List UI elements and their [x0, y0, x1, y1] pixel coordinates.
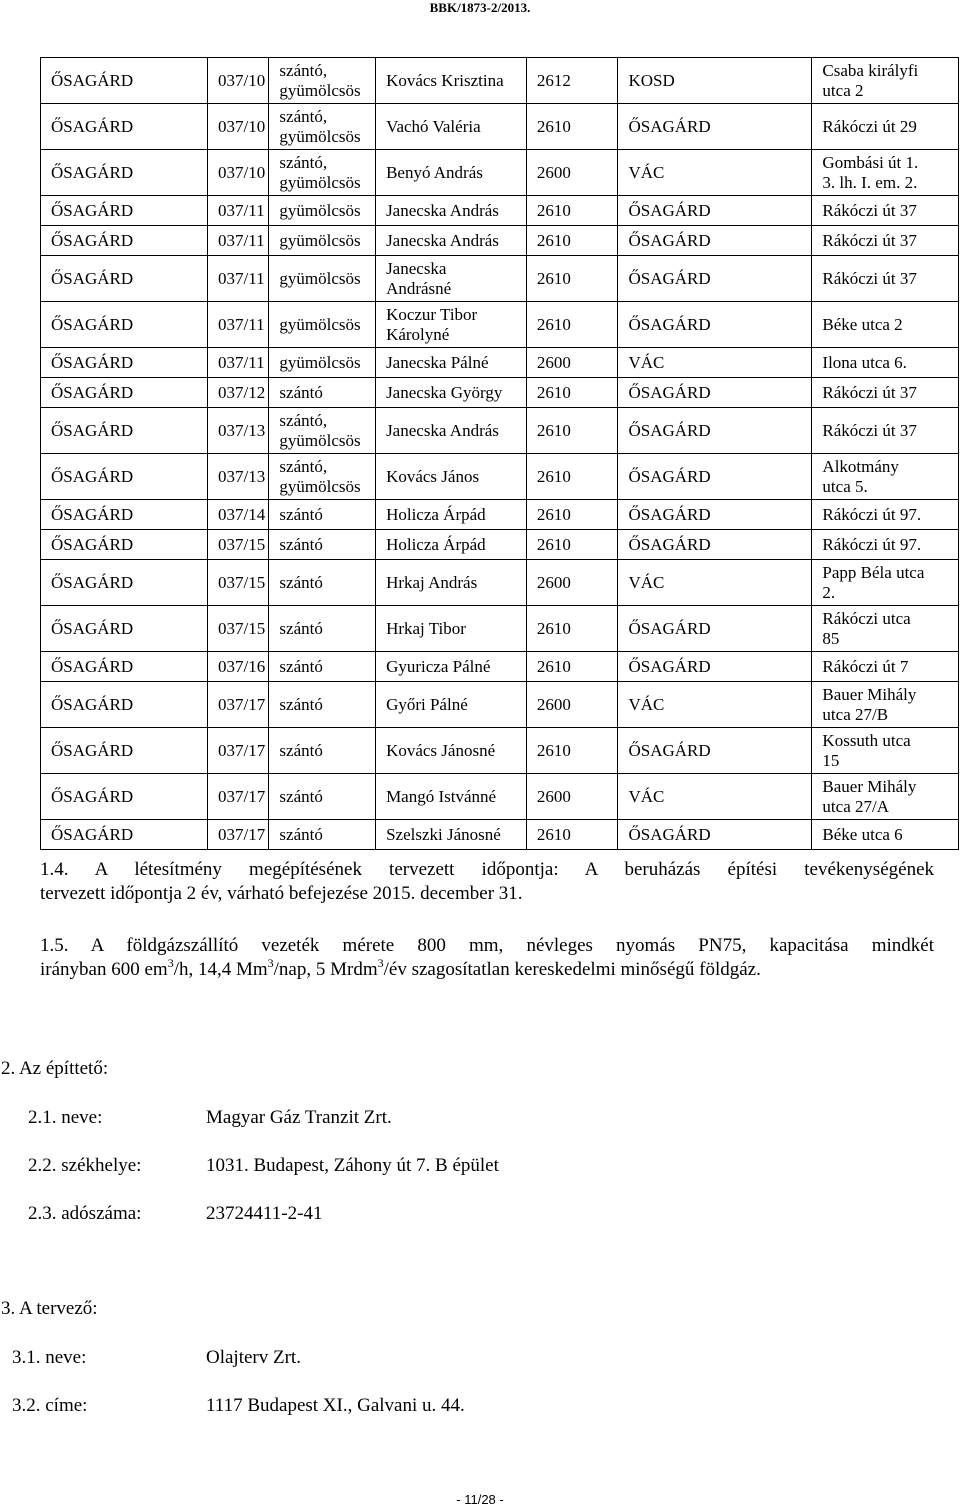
designer-name-label: 3.1. neve: — [12, 1347, 87, 1368]
cell-postal-code: 2610 — [526, 530, 618, 560]
paragraph-1-5-line-1: 1.5. A földgázszállító vezeték mérete 800 mm, névleges nyomás PN75, kapacitása mindkét — [40, 935, 934, 956]
cell-owner-address: Papp Béla utca 2. — [812, 560, 959, 606]
cell-owner-address: Kossuth utca 15 — [812, 728, 959, 774]
cell-owner-address: Béke utca 6 — [812, 820, 959, 850]
table-row — [41, 256, 959, 302]
cell-owner-address: Béke utca 2 — [812, 302, 959, 348]
designer-address-label: 3.2. címe: — [12, 1395, 88, 1416]
cell-cultivation: gyümölcsös — [269, 196, 376, 226]
cell-owner-city: ŐSAGÁRD — [618, 256, 812, 302]
table-row — [41, 196, 959, 226]
cell-owner-name: Mangó Istvánné — [376, 774, 527, 820]
cell-owner-name: Győri Pálné — [376, 682, 527, 728]
cell-settlement: ŐSAGÁRD — [41, 378, 208, 408]
capacity-sup-2: 3 — [267, 955, 274, 970]
cell-owner-city: VÁC — [618, 150, 812, 196]
cell-owner-name: Hrkaj Tibor — [376, 606, 527, 652]
cell-cultivation: szántó — [269, 652, 376, 682]
page-number-footer: - 11/28 - — [456, 1492, 504, 1507]
cell-postal-code: 2610 — [526, 256, 618, 302]
cell-owner-city: VÁC — [618, 682, 812, 728]
cell-settlement: ŐSAGÁRD — [41, 302, 208, 348]
cell-postal-code: 2610 — [526, 226, 618, 256]
cell-settlement: ŐSAGÁRD — [41, 454, 208, 500]
capacity-text-a: irányban 600 em — [40, 959, 168, 980]
cell-owner-city: VÁC — [618, 560, 812, 606]
paragraph-1-4-line-1: 1.4. A létesítmény megépítésének tervezett időpontja: A beruházás építési tevékenységének — [40, 859, 934, 880]
cell-owner-name: Hrkaj András — [376, 560, 527, 606]
cell-parcel-number: 037/11 — [208, 226, 269, 256]
cell-owner-name: Kovács Jánosné — [376, 728, 527, 774]
table-row — [41, 348, 959, 378]
capacity-text-d: /év szagosítatlan kereskedelmi minőségű földgáz. — [383, 959, 761, 980]
cell-parcel-number: 037/10 — [208, 150, 269, 196]
builder-name-value: Magyar Gáz Tranzit Zrt. — [206, 1107, 392, 1128]
cell-settlement: ŐSAGÁRD — [41, 560, 208, 606]
cell-settlement: ŐSAGÁRD — [41, 150, 208, 196]
cell-settlement: ŐSAGÁRD — [41, 256, 208, 302]
table-row — [41, 652, 959, 682]
cell-postal-code: 2610 — [526, 196, 618, 226]
cell-owner-address: Gombási út 1. 3. lh. I. em. 2. — [812, 150, 959, 196]
table-row — [41, 378, 959, 408]
capacity-text-b: /h, 14,4 Mm — [173, 959, 268, 980]
cell-cultivation: szántó, gyümölcsös — [269, 58, 376, 104]
document-reference-header: BBK/1873-2/2013. — [429, 0, 531, 15]
cell-owner-name: Holicza Árpád — [376, 500, 527, 530]
cell-owner-address: Csaba királyfi utca 2 — [812, 58, 959, 104]
table-row — [41, 408, 959, 454]
cell-owner-name: Janecska Andrásné — [376, 256, 527, 302]
designer-address-value: 1117 Budapest XI., Galvani u. 44. — [206, 1395, 465, 1416]
cell-owner-city: ŐSAGÁRD — [618, 196, 812, 226]
cell-owner-address: Rákóczi út 37 — [812, 226, 959, 256]
cell-cultivation: szántó, gyümölcsös — [269, 408, 376, 454]
cell-owner-city: ŐSAGÁRD — [618, 408, 812, 454]
cell-settlement: ŐSAGÁRD — [41, 408, 208, 454]
cell-owner-city: KOSD — [618, 58, 812, 104]
cell-owner-name: Szelszki Jánosné — [376, 820, 527, 850]
cell-owner-address: Rákóczi út 97. — [812, 530, 959, 560]
cell-owner-name: Gyuricza Pálné — [376, 652, 527, 682]
cell-postal-code: 2600 — [526, 348, 618, 378]
cell-owner-address: Bauer Mihály utca 27/B — [812, 682, 959, 728]
cell-owner-city: ŐSAGÁRD — [618, 500, 812, 530]
cell-settlement: ŐSAGÁRD — [41, 530, 208, 560]
cell-owner-name: Janecska Pálné — [376, 348, 527, 378]
cell-parcel-number: 037/11 — [208, 302, 269, 348]
table-row — [41, 302, 959, 348]
cell-postal-code: 2600 — [526, 682, 618, 728]
builder-tax-label: 2.3. adószáma: — [28, 1203, 142, 1224]
section-3-title: 3. A tervező: — [1, 1298, 98, 1319]
cell-cultivation: szántó, gyümölcsös — [269, 104, 376, 150]
cell-owner-city: ŐSAGÁRD — [618, 302, 812, 348]
cell-cultivation: szántó, gyümölcsös — [269, 454, 376, 500]
cell-parcel-number: 037/15 — [208, 606, 269, 652]
cell-owner-name: Janecska András — [376, 408, 527, 454]
cell-owner-name: Kovács Krisztina — [376, 58, 527, 104]
cell-cultivation: szántó — [269, 820, 376, 850]
cell-settlement: ŐSAGÁRD — [41, 500, 208, 530]
cell-postal-code: 2610 — [526, 606, 618, 652]
builder-seat-value: 1031. Budapest, Záhony út 7. B épület — [206, 1155, 499, 1176]
cell-settlement: ŐSAGÁRD — [41, 728, 208, 774]
cell-owner-address: Rákóczi utca 85 — [812, 606, 959, 652]
cell-owner-city: ŐSAGÁRD — [618, 652, 812, 682]
section-2-title: 2. Az építtető: — [1, 1058, 109, 1079]
cell-parcel-number: 037/11 — [208, 256, 269, 302]
cell-owner-name: Janecska András — [376, 226, 527, 256]
table-row — [41, 606, 959, 652]
cell-cultivation: szántó, gyümölcsös — [269, 150, 376, 196]
cell-cultivation: gyümölcsös — [269, 256, 376, 302]
cell-postal-code: 2610 — [526, 820, 618, 850]
cell-owner-address: Rákóczi út 37 — [812, 196, 959, 226]
paragraph-1-5 — [40, 934, 934, 982]
cell-owner-address: Bauer Mihály utca 27/A — [812, 774, 959, 820]
cell-owner-city: ŐSAGÁRD — [618, 226, 812, 256]
cell-owner-address: Rákóczi út 37 — [812, 256, 959, 302]
designer-name-value: Olajterv Zrt. — [206, 1347, 301, 1368]
cell-settlement: ŐSAGÁRD — [41, 348, 208, 378]
cell-parcel-number: 037/13 — [208, 408, 269, 454]
cell-owner-name: Koczur Tibor Károlyné — [376, 302, 527, 348]
cell-owner-city: ŐSAGÁRD — [618, 728, 812, 774]
table-row — [41, 728, 959, 774]
cell-owner-address: Rákóczi út 37 — [812, 378, 959, 408]
cell-postal-code: 2610 — [526, 104, 618, 150]
cell-settlement: ŐSAGÁRD — [41, 682, 208, 728]
cell-owner-address: Rákóczi út 7 — [812, 652, 959, 682]
cell-settlement: ŐSAGÁRD — [41, 652, 208, 682]
cell-owner-city: ŐSAGÁRD — [618, 378, 812, 408]
cell-cultivation: szántó — [269, 560, 376, 606]
cell-postal-code: 2610 — [526, 500, 618, 530]
cell-owner-address: Rákóczi út 37 — [812, 408, 959, 454]
capacity-sup-1: 3 — [167, 955, 174, 970]
cell-owner-city: VÁC — [618, 348, 812, 378]
table-row — [41, 58, 959, 104]
cell-postal-code: 2610 — [526, 408, 618, 454]
cell-postal-code: 2600 — [526, 774, 618, 820]
cell-cultivation: gyümölcsös — [269, 302, 376, 348]
table-row — [41, 226, 959, 256]
cell-owner-city: ŐSAGÁRD — [618, 606, 812, 652]
paragraph-1-4-line-2: tervezett időpontja 2 év, várható befejezése 2015. december 31. — [40, 883, 523, 904]
cell-owner-name: Holicza Árpád — [376, 530, 527, 560]
cell-cultivation: szántó — [269, 728, 376, 774]
cell-postal-code: 2612 — [526, 58, 618, 104]
cell-parcel-number: 037/11 — [208, 348, 269, 378]
table-row — [41, 500, 959, 530]
cell-cultivation: gyümölcsös — [269, 348, 376, 378]
cell-owner-city: ŐSAGÁRD — [618, 104, 812, 150]
cell-owner-name: Janecska András — [376, 196, 527, 226]
cell-settlement: ŐSAGÁRD — [41, 58, 208, 104]
cell-owner-address: Alkotmány utca 5. — [812, 454, 959, 500]
cell-owner-name: Kovács János — [376, 454, 527, 500]
cell-parcel-number: 037/10 — [208, 104, 269, 150]
capacity-sup-3: 3 — [377, 955, 384, 970]
cell-cultivation: szántó — [269, 774, 376, 820]
cell-parcel-number: 037/14 — [208, 500, 269, 530]
parcel-owner-table — [40, 57, 959, 850]
cell-parcel-number: 037/11 — [208, 196, 269, 226]
cell-settlement: ŐSAGÁRD — [41, 104, 208, 150]
cell-parcel-number: 037/16 — [208, 652, 269, 682]
cell-postal-code: 2600 — [526, 150, 618, 196]
table-row — [41, 560, 959, 606]
cell-parcel-number: 037/15 — [208, 560, 269, 606]
cell-cultivation: szántó — [269, 378, 376, 408]
paragraph-1-5-line-2 — [40, 955, 934, 982]
cell-owner-address: Ilona utca 6. — [812, 348, 959, 378]
capacity-text-c: /nap, 5 Mrdm — [273, 959, 378, 980]
cell-cultivation: szántó — [269, 500, 376, 530]
cell-cultivation: szántó — [269, 530, 376, 560]
table-row — [41, 820, 959, 850]
cell-parcel-number: 037/17 — [208, 774, 269, 820]
table-row — [41, 150, 959, 196]
cell-postal-code: 2610 — [526, 302, 618, 348]
cell-postal-code: 2610 — [526, 728, 618, 774]
cell-settlement: ŐSAGÁRD — [41, 774, 208, 820]
parcel-table-body — [41, 58, 959, 850]
paragraph-1-4 — [40, 858, 934, 906]
cell-settlement: ŐSAGÁRD — [41, 196, 208, 226]
cell-owner-city: VÁC — [618, 774, 812, 820]
table-row — [41, 530, 959, 560]
cell-settlement: ŐSAGÁRD — [41, 606, 208, 652]
cell-postal-code: 2610 — [526, 652, 618, 682]
cell-cultivation: szántó — [269, 606, 376, 652]
cell-postal-code: 2610 — [526, 378, 618, 408]
cell-owner-city: ŐSAGÁRD — [618, 530, 812, 560]
builder-tax-value: 23724411-2-41 — [206, 1203, 323, 1224]
cell-owner-city: ŐSAGÁRD — [618, 820, 812, 850]
cell-cultivation: gyümölcsös — [269, 226, 376, 256]
table-row — [41, 682, 959, 728]
cell-postal-code: 2610 — [526, 454, 618, 500]
cell-owner-address: Rákóczi út 97. — [812, 500, 959, 530]
cell-owner-address: Rákóczi út 29 — [812, 104, 959, 150]
builder-seat-label: 2.2. székhelye: — [28, 1155, 142, 1176]
cell-owner-city: ŐSAGÁRD — [618, 454, 812, 500]
cell-settlement: ŐSAGÁRD — [41, 820, 208, 850]
cell-owner-name: Benyó András — [376, 150, 527, 196]
cell-parcel-number: 037/17 — [208, 682, 269, 728]
cell-parcel-number: 037/15 — [208, 530, 269, 560]
table-row — [41, 774, 959, 820]
cell-cultivation: szántó — [269, 682, 376, 728]
cell-postal-code: 2600 — [526, 560, 618, 606]
cell-parcel-number: 037/17 — [208, 820, 269, 850]
cell-owner-name: Vachó Valéria — [376, 104, 527, 150]
cell-parcel-number: 037/17 — [208, 728, 269, 774]
cell-settlement: ŐSAGÁRD — [41, 226, 208, 256]
builder-name-label: 2.1. neve: — [28, 1107, 103, 1128]
table-row — [41, 104, 959, 150]
cell-owner-name: Janecska György — [376, 378, 527, 408]
cell-parcel-number: 037/10 — [208, 58, 269, 104]
cell-parcel-number: 037/13 — [208, 454, 269, 500]
cell-parcel-number: 037/12 — [208, 378, 269, 408]
table-row — [41, 454, 959, 500]
